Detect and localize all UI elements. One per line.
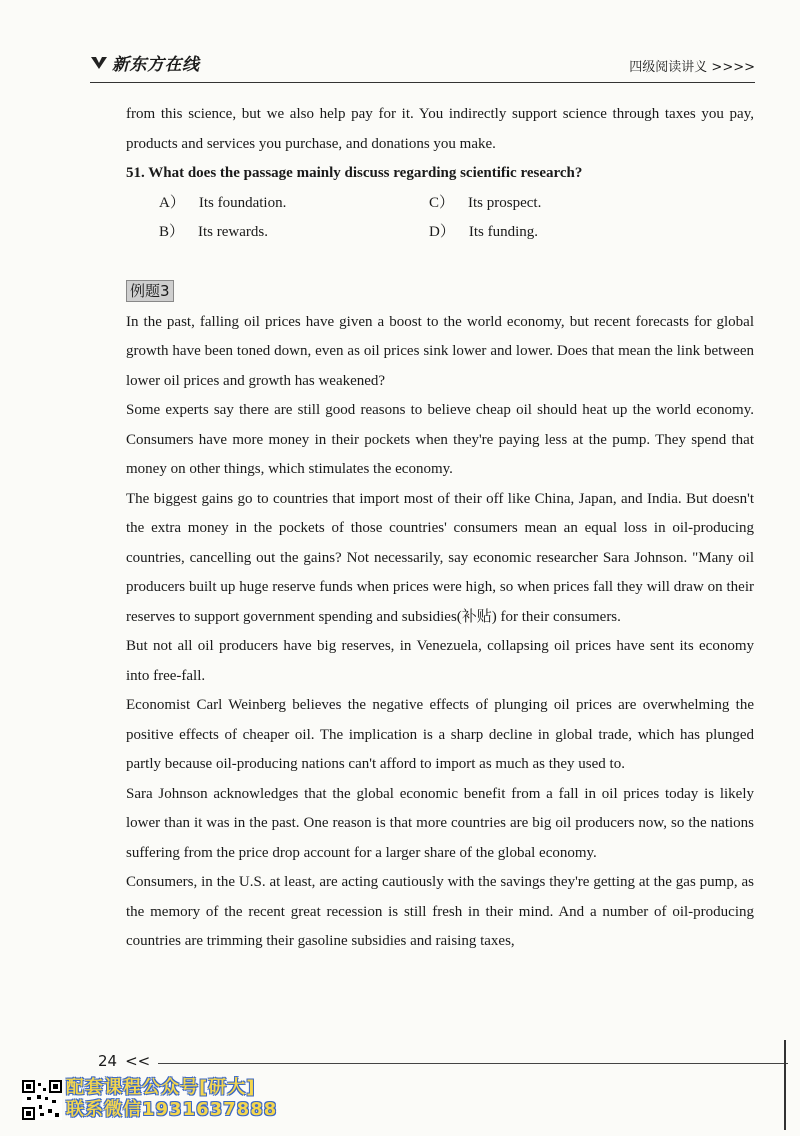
answer-options <box>159 189 754 248</box>
brand-logo-icon <box>90 54 108 72</box>
page-header <box>90 46 755 83</box>
option-b <box>159 218 429 248</box>
option-a <box>159 189 429 219</box>
promo-line-2: 联系微信1931637888 <box>66 1099 278 1120</box>
option-text: Its rewards. <box>198 224 268 240</box>
footer-arrows: << <box>125 1052 151 1070</box>
option-letter: B） <box>159 224 185 240</box>
page-number: 24 <box>98 1052 118 1070</box>
qr-code-icon <box>22 1080 62 1120</box>
example-label: 例题3 <box>126 280 174 302</box>
promo-line-1: 配套课程公众号[研大] <box>66 1077 256 1098</box>
brand-logo <box>90 50 200 75</box>
page-footer <box>98 1052 788 1070</box>
option-letter: C） <box>429 194 455 211</box>
footer-rule <box>158 1063 788 1064</box>
option-c <box>429 189 689 219</box>
promo-banner <box>66 1077 277 1121</box>
option-letter: A） <box>159 194 185 211</box>
passage-paragraph: In the past, falling oil prices have given a boost to the world economy, but recent forecasts for global growth have been toned down, even as oil prices sink lower and lower. Does that mean the link between lower oil prices and growth has weakened? <box>126 313 754 389</box>
question-text: 51. What does the passage mainly discuss regarding scientific research? <box>126 165 583 181</box>
passage-paragraph: Some experts say there are still good reasons to believe cheap oil should heat up the world economy. Consumers have more money in their pockets when they're paying less at the pump. They spend that money on other things, which stimulates the economy. <box>126 402 754 477</box>
option-d <box>429 218 689 248</box>
passage-paragraph: The biggest gains go to countries that import most of their off like China, Japan, and India. But doesn't the extra money in the pockets of those countries' consumers mean an equal loss in oil-producing countries, cancelling out the gains? Not necessarily, say economic researcher Sara Johnson. "Many oil producers built up huge reserve funds when prices were high, so when prices fall they will draw on their reserves to support government spending and subsidies(补贴) for their consumers. <box>126 490 754 625</box>
section-title: 四级阅读讲义 >>>> <box>629 60 755 75</box>
page-content <box>126 100 754 957</box>
option-text: Its prospect. <box>468 194 542 211</box>
intro-paragraph: from this science, but we also help pay for it. You indirectly support science through taxes you pay, products and services you purchase, and donations you make. <box>126 106 754 152</box>
option-letter: D） <box>429 224 455 240</box>
passage-paragraph: Consumers, in the U.S. at least, are acting cautiously with the savings they're getting at the gas pump, as the memory of the recent great recession is still fresh in their mind. And a number of oil-producing countries are trimming their gasoline subsidies and raising taxes, <box>126 874 754 949</box>
option-text: Its funding. <box>468 224 539 240</box>
margin-rule <box>784 1040 786 1130</box>
option-text: Its foundation. <box>198 194 287 211</box>
brand-logo-text: 新东方在线 <box>112 55 200 75</box>
passage-paragraph: Economist Carl Weinberg believes the negative effects of plunging oil prices are overwhelming the positive effects of cheaper oil. The implication is a sharp decline in global trade, which has plunged partly because oil-producing nations can't afford to import as much as they used to. <box>126 697 754 772</box>
passage-paragraph: But not all oil producers have big reserves, in Venezuela, collapsing oil prices have sent its economy into free-fall. <box>126 638 754 684</box>
passage-paragraph: Sara Johnson acknowledges that the global economic benefit from a fall in oil prices today is likely lower than it was in the past. One reason is that more countries are big oil producers now, so the nations suffering from the price drop account for a larger share of the global economy. <box>126 785 754 861</box>
